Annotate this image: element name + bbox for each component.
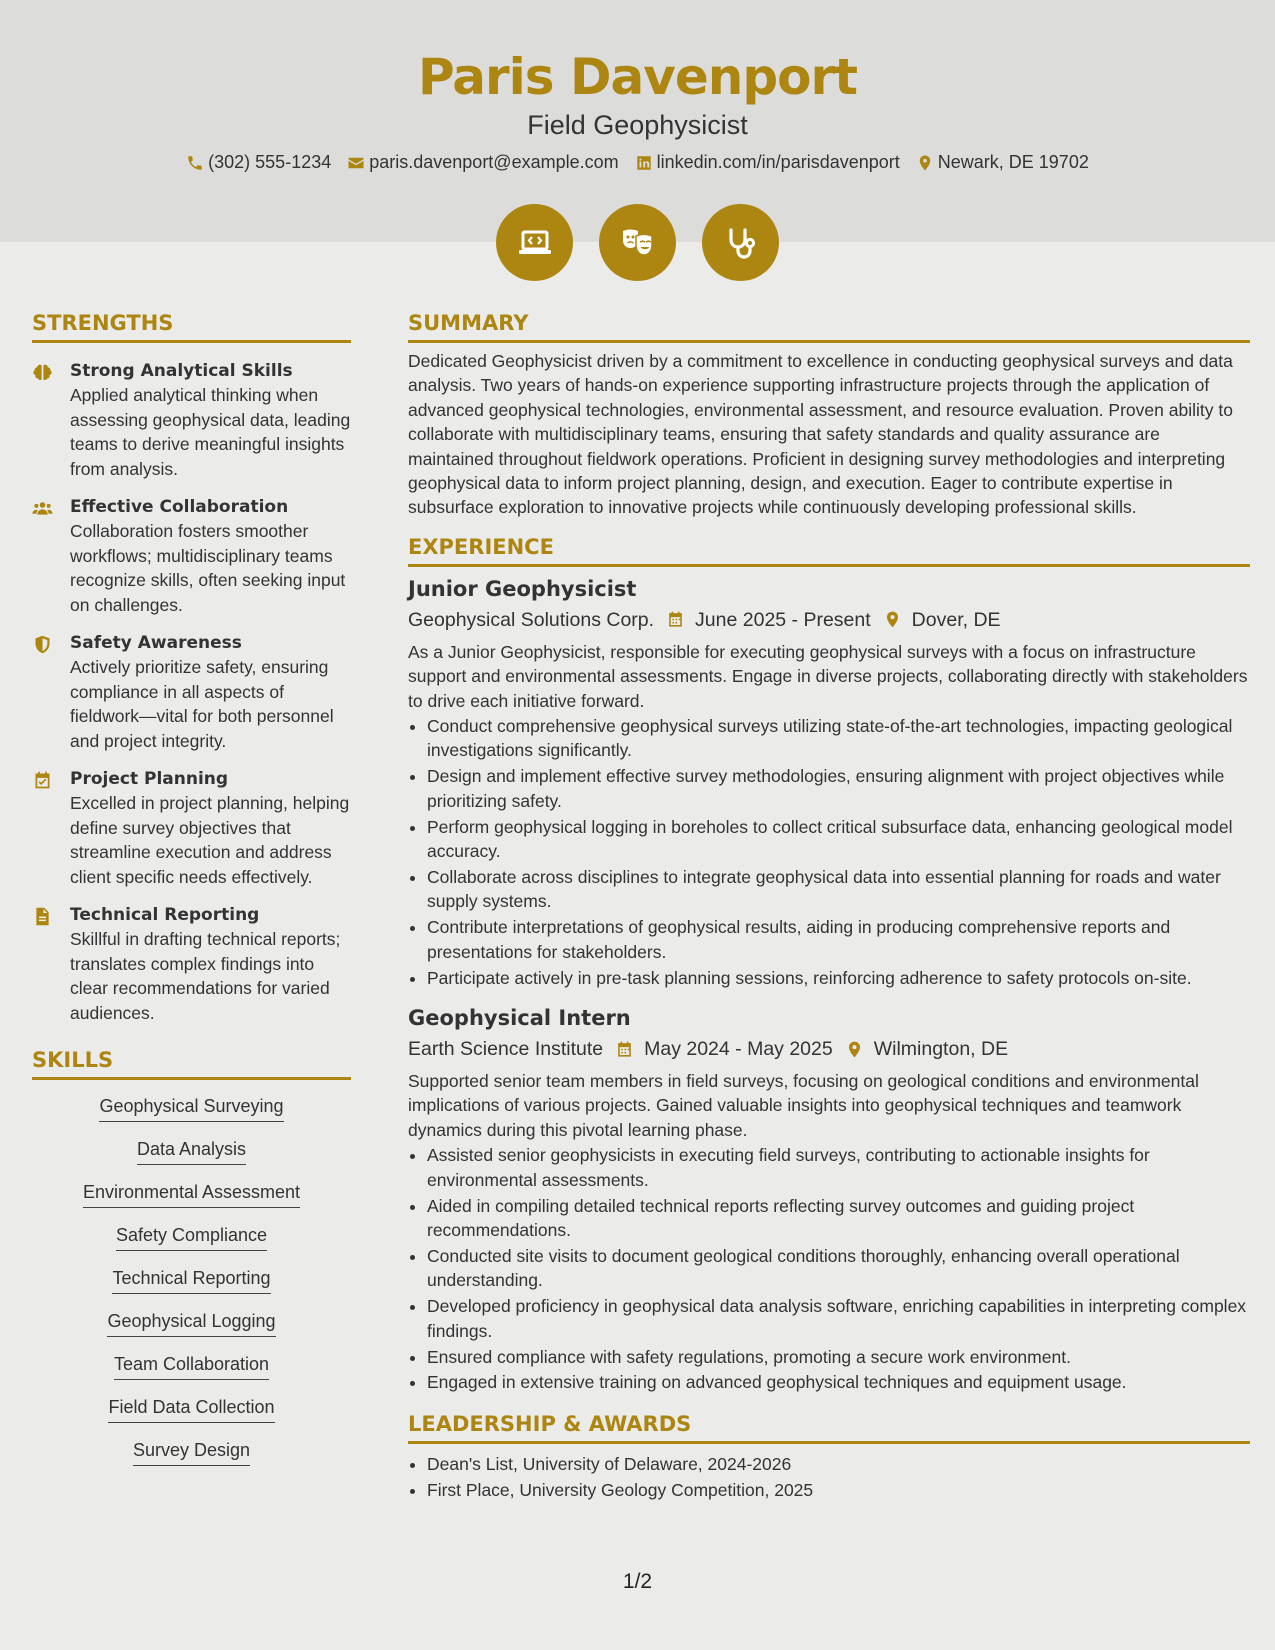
summary-text: Dedicated Geophysicist driven by a commitment to excellence in conducting geophysical surveys and data analysis. Two years of hands-on experience supporting infrastructure projects through the application of advanced geophysical technologies, environmental assessment, and resource evaluation. Proven ability to collaborate with multidisciplinary teams, ensuring that safety standards and quality assurance are maintained throughout fieldwork operations. Proficient in designing survey methodologies and interpreting geophysical data to inform project planning, design, and execution. Eager to contribute expertise in subsurface exploration to innovative projects while continuously developing professional skills.: [408, 351, 1233, 518]
job-dates: May 2024 - May 2025: [644, 1038, 833, 1061]
job-title: Geophysical Intern: [408, 1006, 631, 1031]
phone-icon: [186, 154, 204, 172]
skill-item: Technical Reporting: [112, 1266, 270, 1294]
contact-linkedin[interactable]: [635, 152, 900, 173]
strength-desc: Actively prioritize safety, ensuring compliance in all aspects of fieldwork—vital for both personnel and project integrity.: [70, 657, 334, 751]
skills-list: [32, 1094, 351, 1466]
map-pin-icon: [916, 154, 934, 172]
job-entry: [408, 575, 1250, 990]
skill-item: Safety Compliance: [116, 1223, 267, 1251]
job-description: Supported senior team members in field surveys, focusing on geological conditions and environmental implications of various projects. Gained valuable insights into geophysical techniques and teamwork dynamics during this pivotal learning phase.: [408, 1071, 1199, 1140]
strength-title: Technical Reporting: [70, 905, 260, 925]
job-company: Geophysical Solutions Corp.: [408, 608, 655, 631]
strength-title: Strong Analytical Skills: [70, 361, 293, 381]
laptop-code-icon: [496, 204, 573, 281]
calendar-icon: [615, 1040, 634, 1059]
job-bullet: • Perform geophysical logging in boreholes to collect critical subsurface data, enhancing geological model accuracy.: [427, 815, 1250, 864]
map-pin-icon: [883, 610, 902, 629]
strength-title: Project Planning: [70, 769, 229, 789]
strengths-list: [32, 359, 351, 1025]
job-bullet: • Aided in compiling detailed technical reports reflecting survey outcomes and guiding project recommendations.: [427, 1194, 1250, 1243]
job-description: As a Junior Geophysicist, responsible for executing geophysical surveys with a focus on infrastructure support and environmental assessments. Engage in diverse projects, collaborating directly with stakeholders to drive each initiative forward.: [408, 641, 1248, 711]
job-location: Dover, DE: [911, 608, 1001, 631]
job-bullets: [427, 714, 1250, 990]
job-dates: June 2025 - Present: [695, 608, 871, 631]
right-column: [408, 310, 1250, 1504]
theater-masks-icon: [599, 204, 676, 281]
job-title: Junior Geophysicist: [408, 576, 637, 601]
interest-icons: [0, 204, 1275, 281]
left-column: [32, 310, 351, 1481]
candidate-name: Paris Davenport: [417, 48, 858, 106]
experience-list: [408, 575, 1250, 1395]
job-bullet: • Conducted site visits to document geological conditions thoroughly, enhancing overall operational understanding.: [427, 1244, 1250, 1293]
skill-item: Survey Design: [133, 1438, 250, 1466]
job-bullet: • Assisted senior geophysicists in executing field surveys, contributing to actionable insights for environmental assessments.: [427, 1143, 1250, 1192]
contact-location: [916, 152, 1089, 173]
awards-heading: LEADERSHIP & AWARDS: [408, 1411, 1250, 1444]
award-item: • Dean's List, University of Delaware, 2024-2026: [427, 1452, 1250, 1476]
strength-desc: Applied analytical thinking when assessing geophysical data, leading teams to derive meaningful insights from analysis.: [70, 385, 351, 479]
strength-title: Safety Awareness: [70, 633, 242, 653]
linkedin-icon: [635, 154, 653, 172]
job-meta: [408, 606, 1250, 634]
candidate-title: Field Geophysicist: [527, 110, 748, 140]
email-text: paris.davenport@example.com: [369, 152, 619, 172]
job-bullets: [427, 1143, 1250, 1395]
job-entry: [408, 1004, 1250, 1395]
email-icon: [347, 154, 365, 172]
phone-text: (302) 555-1234: [208, 152, 332, 172]
contact-email[interactable]: [347, 152, 618, 173]
experience-heading: EXPERIENCE: [408, 534, 1250, 567]
skills-heading: SKILLS: [32, 1047, 351, 1080]
map-pin-icon: [845, 1040, 864, 1059]
job-bullet: • Ensured compliance with safety regulations, promoting a secure work environment.: [427, 1345, 1250, 1369]
job-bullet: • Design and implement effective survey methodologies, ensuring alignment with project objectives while prioritizing safety.: [427, 764, 1250, 813]
page-number: 1/2: [622, 1570, 653, 1593]
stethoscope-icon: [702, 204, 779, 281]
skill-item: Data Analysis: [137, 1137, 246, 1165]
strength-item: [32, 495, 351, 617]
resume-header: [0, 0, 1275, 242]
job-bullet: • Contribute interpretations of geophysical results, aiding in producing comprehensive reports and presentations for stakeholders.: [427, 915, 1250, 964]
skill-item: Geophysical Logging: [107, 1309, 275, 1337]
strength-desc: Excelled in project planning, helping define survey objectives that streamline execution and address client specific needs effectively.: [70, 793, 350, 887]
strength-item: [32, 903, 351, 1025]
skill-item: Team Collaboration: [114, 1352, 269, 1380]
skill-item: Field Data Collection: [108, 1395, 274, 1423]
strength-title: Effective Collaboration: [70, 497, 289, 517]
contact-bar: [0, 152, 1275, 173]
awards-list: [427, 1452, 1250, 1502]
job-location: Wilmington, DE: [873, 1038, 1009, 1061]
users-icon: [32, 495, 70, 617]
brain-icon: [32, 359, 70, 481]
award-item: • First Place, University Geology Competition, 2025: [427, 1478, 1250, 1502]
job-bullet: • Collaborate across disciplines to integrate geophysical data into essential planning for roads and water supply systems.: [427, 865, 1250, 914]
strengths-heading: STRENGTHS: [32, 310, 351, 343]
job-bullet: • Conduct comprehensive geophysical surveys utilizing state-of-the-art technologies, impacting geological investigations significantly.: [427, 714, 1250, 763]
calendar-check-icon: [32, 767, 70, 889]
strength-item: [32, 631, 351, 753]
strength-desc: Skillful in drafting technical reports; translates complex findings into clear recommendations for varied audiences.: [70, 929, 341, 1023]
job-meta: [408, 1035, 1250, 1063]
contact-phone[interactable]: [186, 152, 331, 173]
job-bullet: • Participate actively in pre-task planning sessions, reinforcing adherence to safety protocols on-site.: [427, 966, 1250, 990]
file-icon: [32, 903, 70, 1025]
summary-heading: SUMMARY: [408, 310, 1250, 343]
linkedin-text: linkedin.com/in/parisdavenport: [656, 152, 900, 172]
skill-item: Geophysical Surveying: [99, 1094, 283, 1122]
job-company: Earth Science Institute: [408, 1038, 604, 1061]
job-bullet: • Developed proficiency in geophysical data analysis software, enriching capabilities in interpreting complex findings.: [427, 1294, 1250, 1343]
job-bullet: • Engaged in extensive training on advanced geophysical techniques and equipment usage.: [427, 1370, 1250, 1394]
strength-desc: Collaboration fosters smoother workflows; multidisciplinary teams recognize skills, often seeking input on challenges.: [70, 521, 346, 615]
shield-icon: [32, 631, 70, 753]
location-text: Newark, DE 19702: [937, 152, 1089, 172]
strength-item: [32, 767, 351, 889]
calendar-icon: [666, 610, 685, 629]
skill-item: Environmental Assessment: [83, 1180, 300, 1208]
strength-item: [32, 359, 351, 481]
